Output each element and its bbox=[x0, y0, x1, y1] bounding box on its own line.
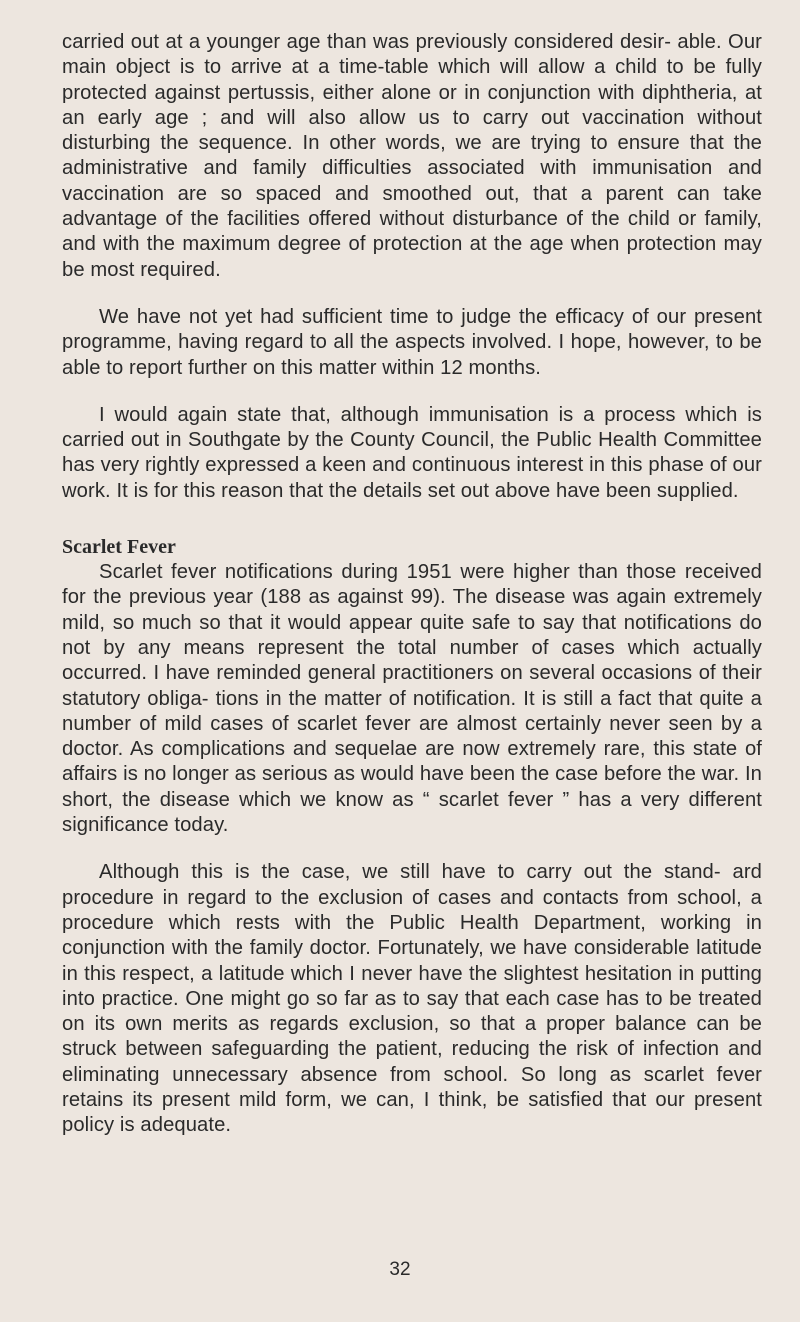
paragraph-efficacy: We have not yet had sufficient time to judge the efficacy of our present programme, having regard to all the aspects involved. I hope, however, to be able to report further on this matter within 12 months. bbox=[62, 305, 762, 379]
paragraph-scarlet-fever-notifications: Scarlet fever notifications during 1951 were higher than those received for the previous year (188 as against 99). The disease was again extremely mild, so much so that it would appear quite safe to say that notifications do not by any means represent the total number of cases which actually occurred. I have reminded general practitioners on several occasions of their statutory obliga- tions in the matter of notification. It is still a fact that quite a number of mild cases of scarlet fever are almost certainly never seen by a doctor. As complications and sequelae are now extremely rare, this state of affairs is no longer as serious as would have been the case before the war. In short, the disease which we know as “ scarlet fever ” has a very different significance today. bbox=[62, 561, 762, 837]
paragraph-continued: carried out at a younger age than was previously considered desir- able. Our main object is to arrive at a time-table which will allow a child to be fully protected against pertussis, either alone or in conjunction with diphtheria, at an early age ; and will also allow us to carry out vaccination without disturbing the sequence. In other words, we are trying to ensure that the administrative and family difficulties associated with immunisation and vaccination are so spaced and smoothed out, that a parent can take advantage of the facilities offered without disturbance of the child or family, and with the maximum degree of protection at the age when protection may be most required. bbox=[62, 31, 762, 281]
page-number: 32 bbox=[389, 1259, 411, 1280]
section-heading-scarlet-fever: Scarlet Fever bbox=[62, 536, 176, 559]
paragraph-exclusion-procedure: Although this is the case, we still have to carry out the stand- ard procedure in regard to the exclusion of cases and contacts from school, a procedure which rests with the Public Health Department, working in conjunction with the family doctor. Fortunately, we have considerable latitude in this respect, a latitude which I never have the slightest hesitation in putting into practice. One might go so far as to say that each case has to be treated on its own merits as regards exclusion, so that a proper balance can be struck between safeguarding the patient, reducing the risk of infection and eliminating unnecessary absence from school. So long as scarlet fever retains its present mild form, we can, I think, be satisfied that our present policy is adequate. bbox=[62, 861, 762, 1137]
paragraph-immunisation-interest: I would again state that, although immunisation is a process which is carried out in Southgate by the County Council, the Public Health Committee has very rightly expressed a keen and continuous interest in this phase of our work. It is for this reason that the details set out above have been supplied. bbox=[62, 403, 762, 502]
document-page bbox=[62, 30, 762, 1139]
